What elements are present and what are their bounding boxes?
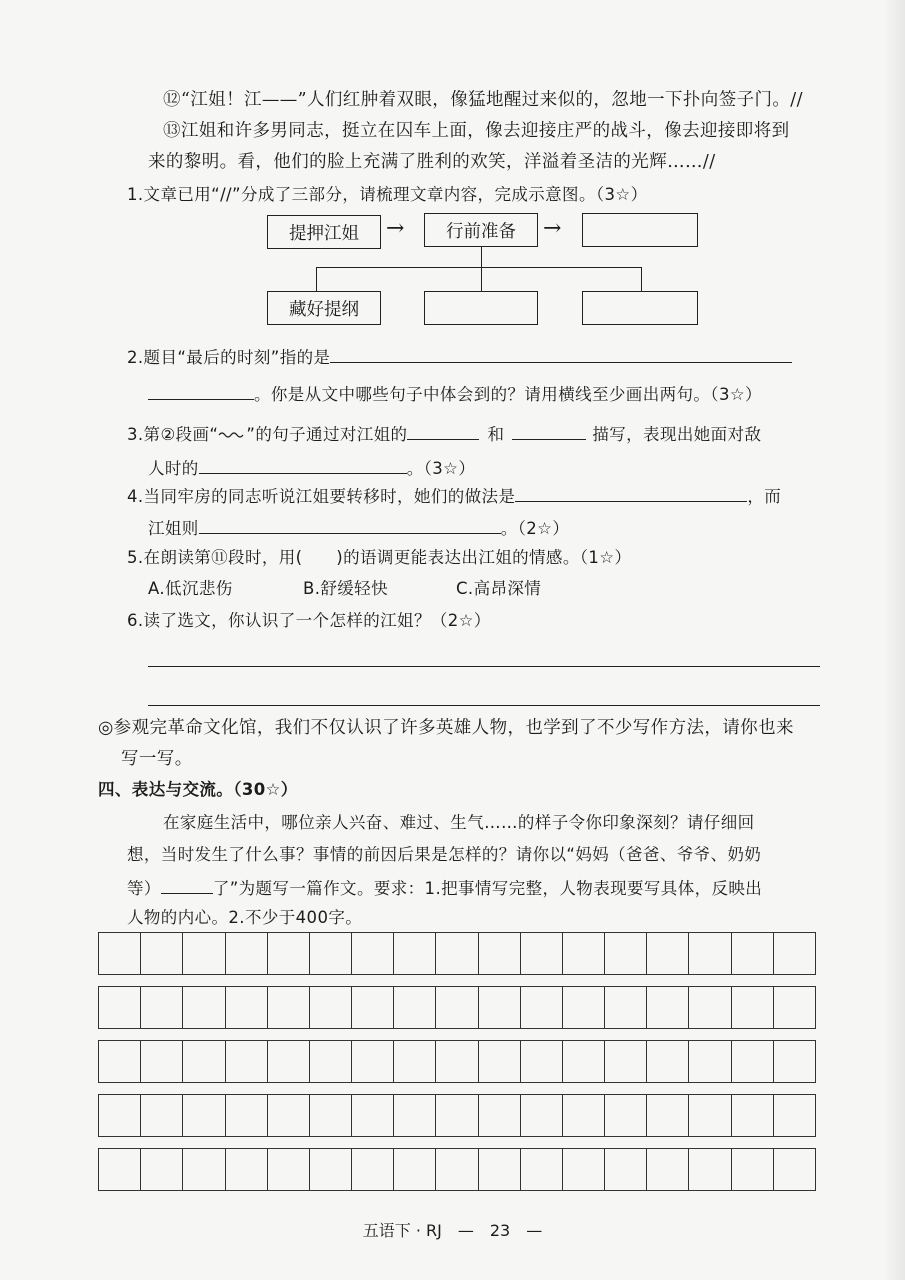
grid-cell[interactable] <box>141 1095 183 1136</box>
grid-cell[interactable] <box>141 1041 183 1082</box>
question-3-line2 <box>148 455 475 481</box>
grid-cell[interactable] <box>732 1095 774 1136</box>
prompt-text-b: 了”为题写一篇作文。要求：1.把事情写完整，人物表现要写具体，反映出 <box>212 879 763 898</box>
grid-cell[interactable] <box>394 933 436 974</box>
grid-cell[interactable] <box>99 1149 141 1190</box>
grid-cell[interactable] <box>479 1149 521 1190</box>
grid-cell[interactable] <box>226 1041 268 1082</box>
grid-cell[interactable] <box>479 933 521 974</box>
question-3-text4: 描写，表现出她面对敌 <box>592 425 762 444</box>
answer-blank[interactable] <box>515 483 747 502</box>
question-2-text: 2.题目“最后的时刻”指的是 <box>127 348 331 367</box>
grid-cell[interactable] <box>563 987 605 1028</box>
grid-cell[interactable] <box>605 987 647 1028</box>
wavy-line-icon <box>218 426 246 440</box>
diagram-box-3-blank[interactable] <box>582 213 698 247</box>
answer-blank[interactable] <box>148 381 254 400</box>
grid-cell[interactable] <box>479 1041 521 1082</box>
grid-cell[interactable] <box>394 1095 436 1136</box>
writing-note-line1: ◎参观完革命文化馆，我们不仅认识了许多英雄人物，也学到了不少写作方法，请你也来 <box>98 718 794 738</box>
question-5: 5.在朗读第⑪段时，用( )的语调更能表达出江姐的情感。（1☆） <box>127 548 632 567</box>
option-a[interactable]: A.低沉悲伤 <box>148 579 233 598</box>
connector-left <box>316 267 317 291</box>
section-4-prompt-line2: 想，当时发生了什么事？事情的前因后果是怎样的？请你以“妈妈（爸爸、爷爷、奶奶 <box>127 845 762 864</box>
grid-cell[interactable] <box>310 987 352 1028</box>
grid-row <box>98 1148 816 1191</box>
section-4-prompt-line4: 人物的内心。2.不少于400字。 <box>127 908 363 927</box>
question-2 <box>127 344 792 370</box>
grid-cell[interactable] <box>99 1041 141 1082</box>
grid-cell[interactable] <box>563 1041 605 1082</box>
grid-cell[interactable] <box>732 933 774 974</box>
grid-cell[interactable] <box>310 933 352 974</box>
grid-cell[interactable] <box>774 1095 815 1136</box>
paragraph-13-line2: 来的黎明。看，他们的脸上充满了胜利的欢笑，洋溢着圣洁的光辉……// <box>148 152 716 172</box>
grid-cell[interactable] <box>521 987 563 1028</box>
section-4-prompt-line3 <box>127 875 762 901</box>
question-3-text2: ”的句子通过对江姐的 <box>246 425 408 444</box>
question-3-text1: 3.第②段画“ <box>127 425 219 444</box>
answer-blank[interactable] <box>512 421 586 440</box>
grid-cell[interactable] <box>183 1149 225 1190</box>
grid-cell[interactable] <box>352 987 394 1028</box>
section-4-heading: 四、表达与交流。（30☆） <box>98 780 298 799</box>
grid-cell[interactable] <box>605 1149 647 1190</box>
grid-cell[interactable] <box>774 987 815 1028</box>
title-blank[interactable] <box>161 875 213 894</box>
grid-cell[interactable] <box>352 1095 394 1136</box>
grid-cell[interactable] <box>521 1095 563 1136</box>
grid-cell[interactable] <box>226 933 268 974</box>
grid-cell[interactable] <box>310 1149 352 1190</box>
grid-cell[interactable] <box>394 1041 436 1082</box>
question-4-text4: 。（2☆） <box>500 519 570 538</box>
question-4-text1: 4.当同牢房的同志听说江姐要转移时，她们的做法是 <box>127 487 516 506</box>
diagram-box-2: 行前准备 <box>424 213 538 247</box>
answer-blank[interactable] <box>199 455 407 474</box>
grid-cell[interactable] <box>479 1095 521 1136</box>
question-3-text3: 和 <box>487 425 505 444</box>
grid-cell[interactable] <box>689 987 731 1028</box>
writing-note-line2: 写一写。 <box>121 749 193 769</box>
grid-cell[interactable] <box>268 1041 310 1082</box>
grid-cell[interactable] <box>774 1041 815 1082</box>
grid-row <box>98 1040 816 1083</box>
question-3 <box>127 421 761 447</box>
grid-cell[interactable] <box>99 1095 141 1136</box>
grid-cell[interactable] <box>141 987 183 1028</box>
grid-cell[interactable] <box>268 987 310 1028</box>
grid-cell[interactable] <box>226 1095 268 1136</box>
grid-cell[interactable] <box>141 1149 183 1190</box>
question-6: 6.读了选文，你认识了一个怎样的江姐？（2☆） <box>127 611 491 630</box>
grid-cell[interactable] <box>310 1095 352 1136</box>
question-4-text3: 江姐则 <box>148 519 199 538</box>
grid-cell[interactable] <box>226 1149 268 1190</box>
grid-cell[interactable] <box>352 1149 394 1190</box>
grid-cell[interactable] <box>563 1149 605 1190</box>
grid-cell[interactable] <box>436 987 478 1028</box>
option-c[interactable]: C.高昂深情 <box>456 579 542 598</box>
grid-cell[interactable] <box>647 1095 689 1136</box>
grid-cell[interactable] <box>563 933 605 974</box>
grid-cell[interactable] <box>183 987 225 1028</box>
grid-cell[interactable] <box>774 1149 815 1190</box>
grid-cell[interactable] <box>183 1095 225 1136</box>
diagram-box-6-blank[interactable] <box>582 291 698 325</box>
grid-cell[interactable] <box>436 1041 478 1082</box>
grid-cell[interactable] <box>436 1095 478 1136</box>
question-4 <box>127 483 781 509</box>
question-3-text5: 人时的 <box>148 459 199 478</box>
grid-cell[interactable] <box>689 1041 731 1082</box>
arrow-icon: → <box>543 216 562 241</box>
grid-cell[interactable] <box>310 1041 352 1082</box>
question-3-text6: 。（3☆） <box>406 459 476 478</box>
question-1: 1.文章已用“//”分成了三部分，请梳理文章内容，完成示意图。（3☆） <box>127 185 648 204</box>
grid-row <box>98 1094 816 1137</box>
grid-cell[interactable] <box>436 933 478 974</box>
paragraph-12: ⑫“江姐！江——”人们红肿着双眼，像猛地醒过来似的，忽地一下扑向签子门。// <box>163 90 803 110</box>
grid-cell[interactable] <box>689 933 731 974</box>
composition-grid[interactable] <box>98 932 816 1196</box>
grid-cell[interactable] <box>99 987 141 1028</box>
answer-line[interactable] <box>148 666 820 667</box>
grid-cell[interactable] <box>689 1095 731 1136</box>
grid-row <box>98 932 816 975</box>
grid-cell[interactable] <box>268 1149 310 1190</box>
diagram-box-1: 提押江姐 <box>267 215 381 249</box>
grid-cell[interactable] <box>647 933 689 974</box>
answer-blank[interactable] <box>407 421 479 440</box>
grid-cell[interactable] <box>352 933 394 974</box>
question-4-text2: ，而 <box>747 487 782 506</box>
grid-cell[interactable] <box>605 1041 647 1082</box>
question-4-line2 <box>148 515 569 541</box>
page-footer: 五语下 · RJ — 23 — <box>362 1221 543 1240</box>
section-4-prompt-line1: 在家庭生活中，哪位亲人兴奋、难过、生气……的样子令你印象深刻？请仔细回 <box>163 813 755 832</box>
page-edge-shadow <box>883 0 905 1280</box>
grid-cell[interactable] <box>394 1149 436 1190</box>
grid-cell[interactable] <box>521 1041 563 1082</box>
grid-cell[interactable] <box>183 933 225 974</box>
grid-cell[interactable] <box>99 933 141 974</box>
connector-vertical <box>481 247 482 267</box>
grid-row <box>98 986 816 1029</box>
grid-cell[interactable] <box>647 1149 689 1190</box>
arrow-icon: → <box>386 216 405 241</box>
grid-cell[interactable] <box>732 987 774 1028</box>
grid-cell[interactable] <box>436 1149 478 1190</box>
grid-cell[interactable] <box>732 1149 774 1190</box>
grid-cell[interactable] <box>352 1041 394 1082</box>
answer-blank[interactable] <box>199 515 501 534</box>
grid-cell[interactable] <box>141 933 183 974</box>
grid-cell[interactable] <box>647 1041 689 1082</box>
answer-blank[interactable] <box>330 344 792 363</box>
grid-cell[interactable] <box>647 987 689 1028</box>
connector-middle <box>481 267 482 291</box>
diagram-box-4: 藏好提纲 <box>267 291 381 325</box>
connector-right <box>641 267 642 291</box>
grid-cell[interactable] <box>183 1041 225 1082</box>
paragraph-13-line1: ⑬江姐和许多男同志，挺立在囚车上面，像去迎接庄严的战斗，像去迎接即将到 <box>163 121 790 141</box>
prompt-text-a: 等） <box>127 879 161 898</box>
grid-cell[interactable] <box>268 933 310 974</box>
grid-cell[interactable] <box>268 1095 310 1136</box>
grid-cell[interactable] <box>605 1095 647 1136</box>
grid-cell[interactable] <box>521 933 563 974</box>
question-2-text2: 。你是从文中哪些句子中体会到的？请用横线至少画出两句。（3☆） <box>254 385 762 404</box>
connector-horizontal <box>316 267 642 268</box>
grid-cell[interactable] <box>394 987 436 1028</box>
grid-cell[interactable] <box>689 1149 731 1190</box>
grid-cell[interactable] <box>774 933 815 974</box>
option-b[interactable]: B.舒缓轻快 <box>303 579 388 598</box>
diagram-box-5-blank[interactable] <box>424 291 538 325</box>
question-2-line2 <box>148 381 762 407</box>
answer-line[interactable] <box>148 705 820 706</box>
grid-cell[interactable] <box>563 1095 605 1136</box>
grid-cell[interactable] <box>605 933 647 974</box>
grid-cell[interactable] <box>226 987 268 1028</box>
grid-cell[interactable] <box>732 1041 774 1082</box>
grid-cell[interactable] <box>479 987 521 1028</box>
grid-cell[interactable] <box>521 1149 563 1190</box>
